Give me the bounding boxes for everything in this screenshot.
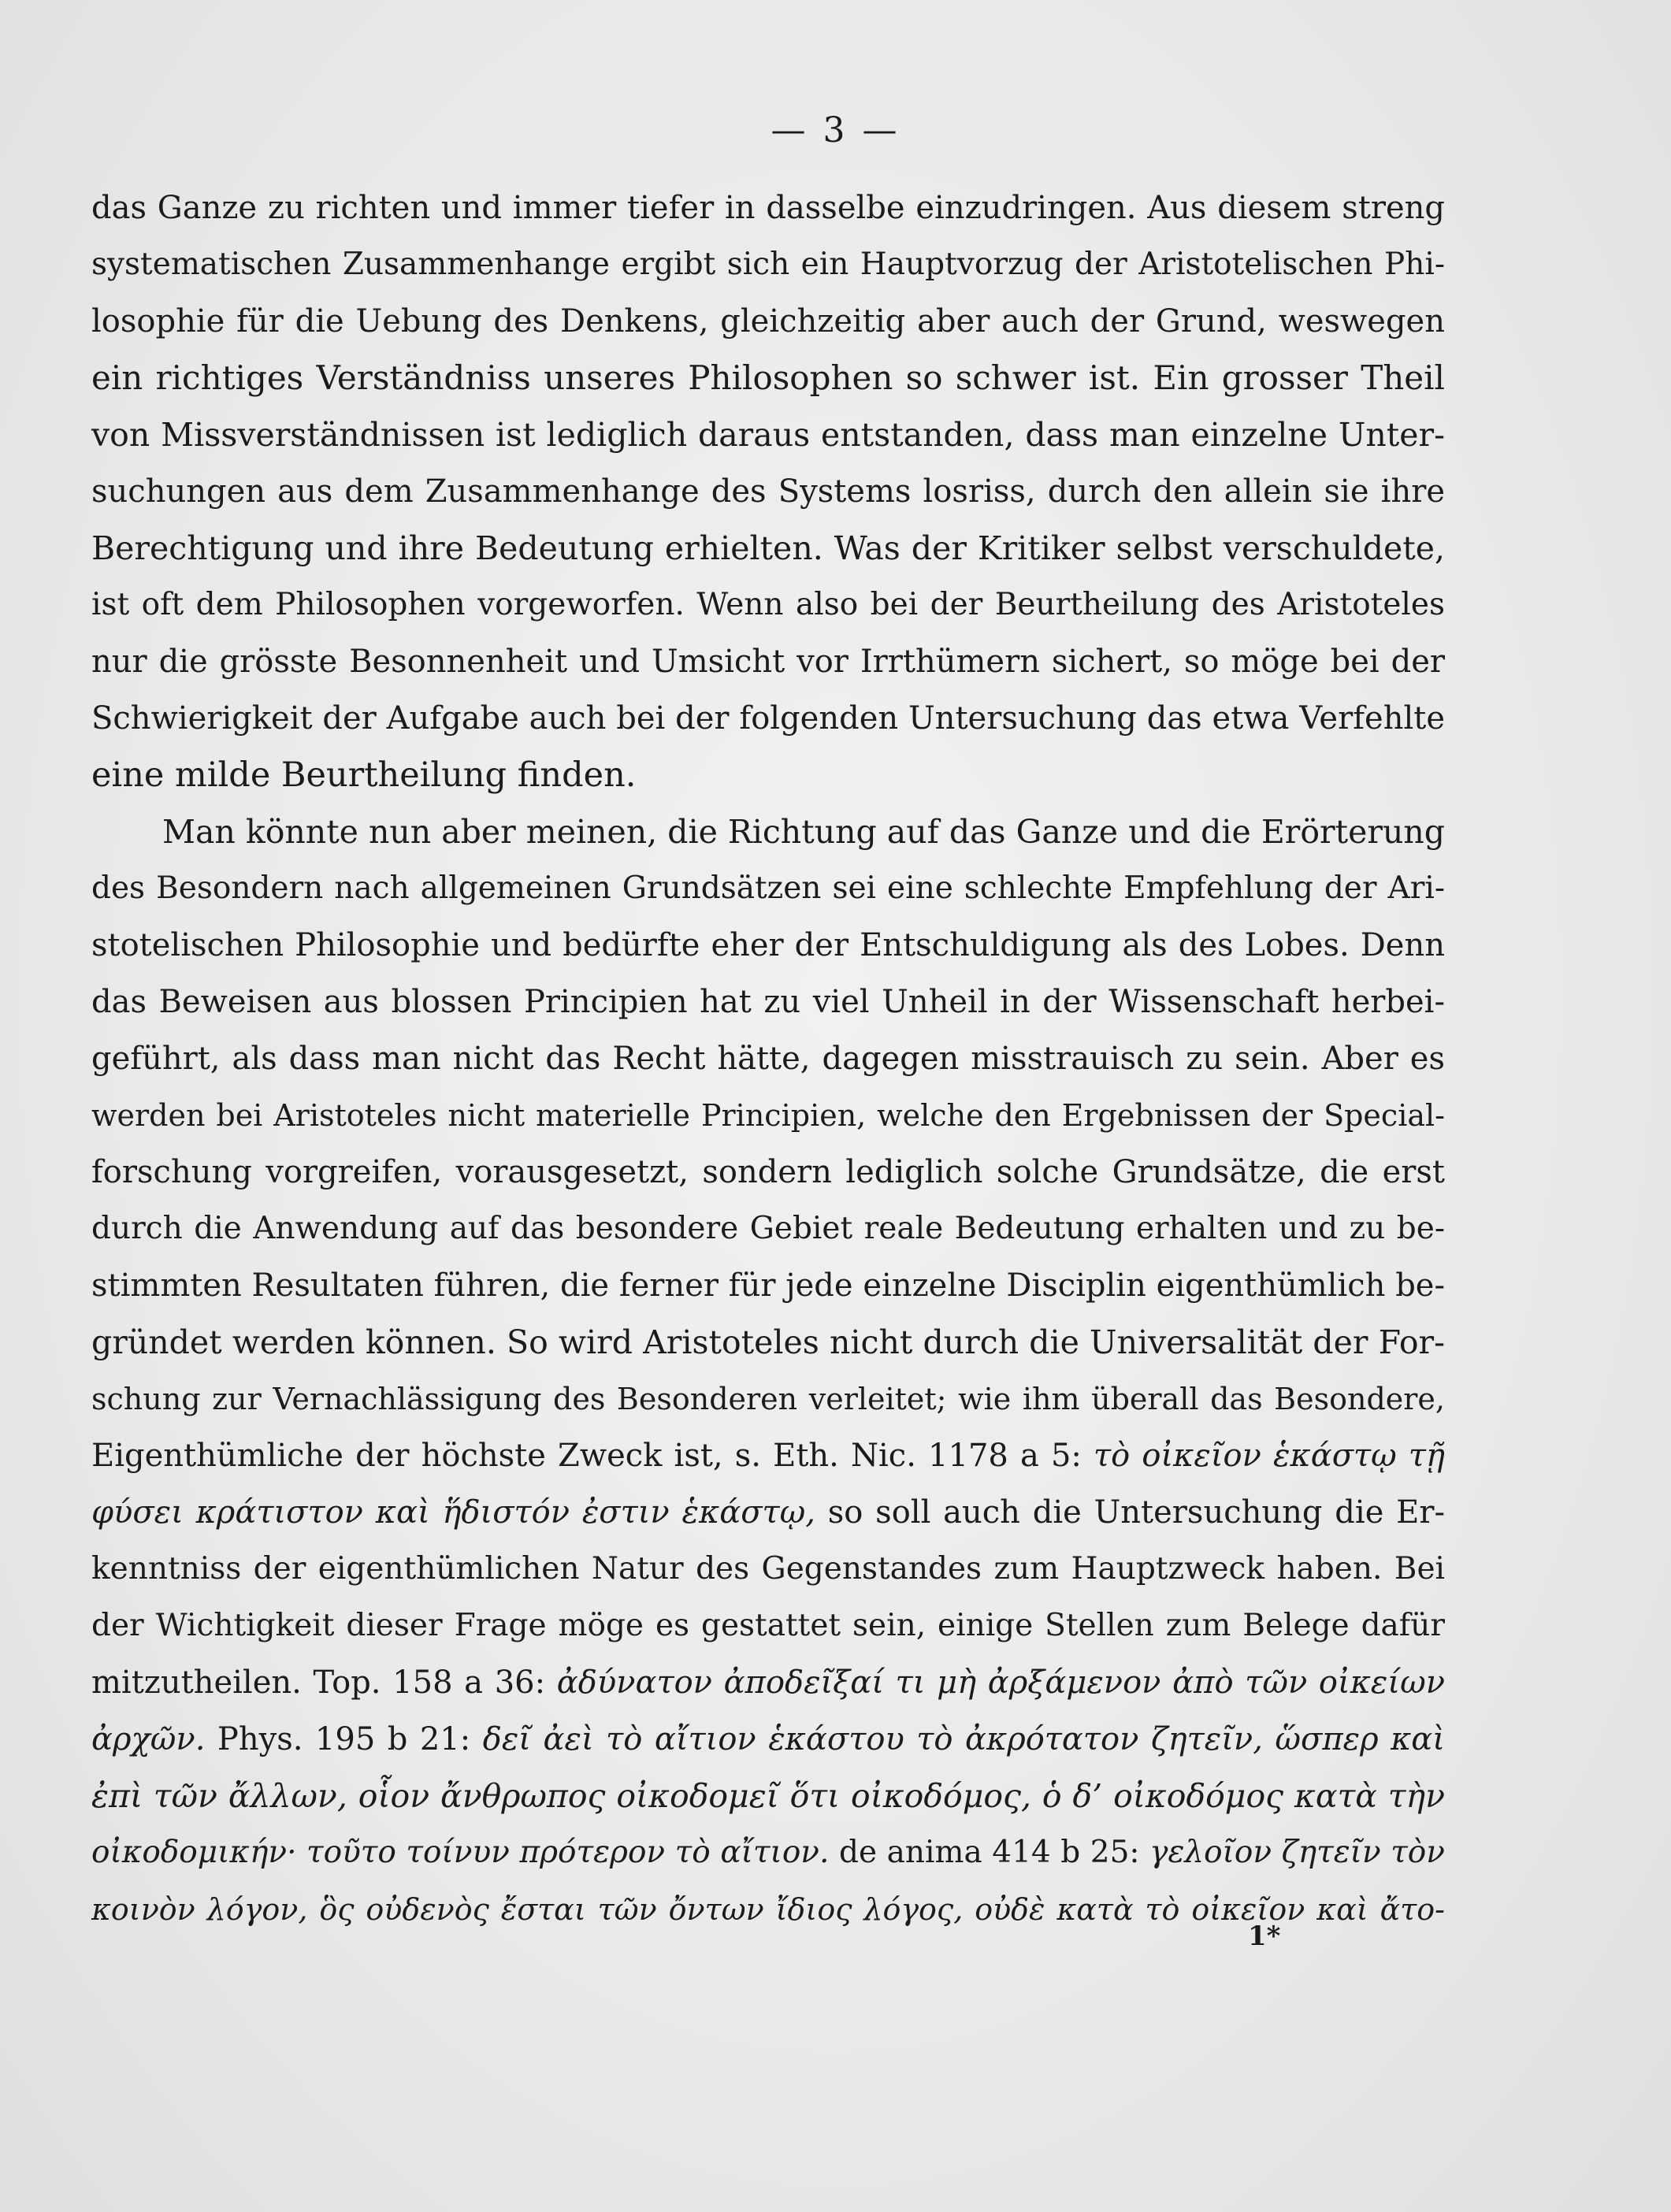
text-line: eine milde Beurtheilung finden.: [91, 755, 637, 795]
greek-quote: οἰκοδομικήν· τοῦτο τοίνυν πρότερον τὸ αἴτιον.: [91, 1835, 830, 1870]
text-line: ein richtiges Verständniss unseres Philosophen so schwer ist. Ein grosser Theil: [91, 358, 1445, 397]
text-line: Man könnte nun aber meinen, die Richtung auf das Ganze und die Erörterung: [162, 813, 1446, 851]
text-line: [91, 1768, 1445, 1824]
text-line: forschung vorgreifen, vorausgesetzt, sondern lediglich solche Grundsätze, die erst: [91, 1154, 1445, 1190]
text-line: gründet werden können. So wird Aristoteles nicht durch die Universalität der For-: [91, 1323, 1445, 1361]
greek-quote: ἀδύνατον ἀποδεῖξαί τι μὴ ἀρξάμενον ἀπὸ τῶν οἰκείων: [556, 1665, 1446, 1701]
greek-quote: τὸ οἰκεῖον ἑκάστῳ τῇ: [1094, 1438, 1446, 1474]
greek-quote: ἀρχῶν.: [91, 1721, 206, 1757]
text-line: der Wichtigkeit dieser Frage möge es gestattet sein, einige Stellen zum Belege dafür: [91, 1608, 1445, 1643]
text-line: οἰκοδομικήν· τοῦτο τοίνυν πρότερον τὸ αἴτιον. de anima 414 b 25: γελοῖον ζητεῖν τὸν: [91, 1835, 1445, 1870]
text-line: von Missverständnissen ist lediglich daraus entstanden, dass man einzelne Unter-: [91, 416, 1445, 454]
text-line: Eigenthümliche der höchste Zweck ist, s. Eth. Nic. 1178 a 5: τὸ οἰκεῖον ἑκάστῳ τῇ: [91, 1438, 1446, 1474]
text-line: das Ganze zu richten und immer tiefer in dasselbe einzudringen. Aus diesem streng: [91, 190, 1445, 226]
greek-quote: δεῖ ἀεὶ τὸ αἴτιον ἑκάστου τὸ ἀκρότατον ζητεῖν, ὥσπερ καὶ: [482, 1721, 1446, 1757]
text-line: mitzutheilen. Top. 158 a 36: ἀδύνατον ἀποδεῖξαί τι μὴ ἀρξάμενον ἀπὸ τῶν οἰκείων: [91, 1665, 1446, 1701]
page-number: — 3 —: [771, 110, 900, 150]
text-line: stotelischen Philosophie und bedürfte eher der Entschuldigung als des Lobes. Denn: [91, 927, 1445, 963]
greek-quote: φύσει κράτιστον καὶ ἥδιστόν ἐστιν ἑκάστῳ,: [91, 1494, 815, 1531]
text-line: losophie für die Uebung des Denkens, gleichzeitig aber auch der Grund, weswegen: [91, 303, 1445, 340]
text-line: nur die grösste Besonnenheit und Umsicht vor Irrthümern sichert, so möge bei der: [91, 644, 1445, 680]
text-line: schung zur Vernachlässigung des Besonderen verleitet; wie ihm überall das Besondere,: [91, 1382, 1445, 1416]
text-line: das Beweisen aus blossen Principien hat zu viel Unheil in der Wissenschaft herbei-: [91, 984, 1445, 1020]
text-line: Schwierigkeit der Aufgabe auch bei der folgenden Untersuchung das etwa Verfehlte: [91, 700, 1445, 737]
text-line: durch die Anwendung auf das besondere Gebiet reale Bedeutung erhalten und zu be-: [91, 1211, 1445, 1246]
text-line: φύσει κράτιστον καὶ ἥδιστόν ἐστιν ἑκάστῳ, so soll auch die Untersuchung die Er-: [91, 1494, 1445, 1531]
text-line: geführt, als dass man nicht das Recht hätte, dagegen misstrauisch zu sein. Aber es: [91, 1041, 1445, 1077]
text-line: suchungen aus dem Zusammenhange des Systems losriss, durch den allein sie ihre: [91, 473, 1445, 510]
text-line: Berechtigung und ihre Bedeutung erhielten. Was der Kritiker selbst verschuldete,: [91, 529, 1445, 567]
text-line: [91, 1881, 1445, 1938]
text-line: ἀρχῶν. Phys. 195 b 21: δεῖ ἀεὶ τὸ αἴτιον ἑκάστου τὸ ἀκρότατον ζητεῖν, ὥσπερ καὶ: [91, 1721, 1446, 1757]
text-line: ist oft dem Philosophen vorgeworfen. Wenn also bei der Beurtheilung des Aristoteles: [91, 587, 1445, 622]
body-text: [91, 180, 1445, 1938]
text-line: des Besondern nach allgemeinen Grundsätzen sei eine schlechte Empfehlung der Ari-: [91, 870, 1445, 906]
printer-signature: 1*: [1248, 1921, 1281, 1952]
greek-quote: κοινὸν λόγον, ὃς οὐδενὸς ἔσται τῶν ὄντων ἴδιος λόγος, οὐδὲ κατὰ τὸ οἰκεῖον καὶ ἄτο-: [91, 1892, 1445, 1927]
text-line: werden bei Aristoteles nicht materielle Principien, welche den Ergebnissen der Special-: [91, 1098, 1445, 1133]
greek-quote: γελοῖον ζητεῖν τὸν: [1149, 1835, 1445, 1870]
text-line: kenntniss der eigenthümlichen Natur des Gegenstandes zum Hauptzweck haben. Bei: [91, 1551, 1445, 1587]
greek-quote: ἐπὶ τῶν ἄλλων, οἷον ἄνθρωπος οἰκοδομεῖ ὅτι οἰκοδόμος, ὁ δ’ οἰκοδόμος κατὰ τὴν: [91, 1777, 1445, 1815]
text-line: stimmten Resultaten führen, die ferner für jede einzelne Disciplin eigenthümlich be-: [91, 1267, 1445, 1304]
text-line: systematischen Zusammenhange ergibt sich ein Hauptvorzug der Aristotelischen Phi-: [91, 247, 1445, 282]
